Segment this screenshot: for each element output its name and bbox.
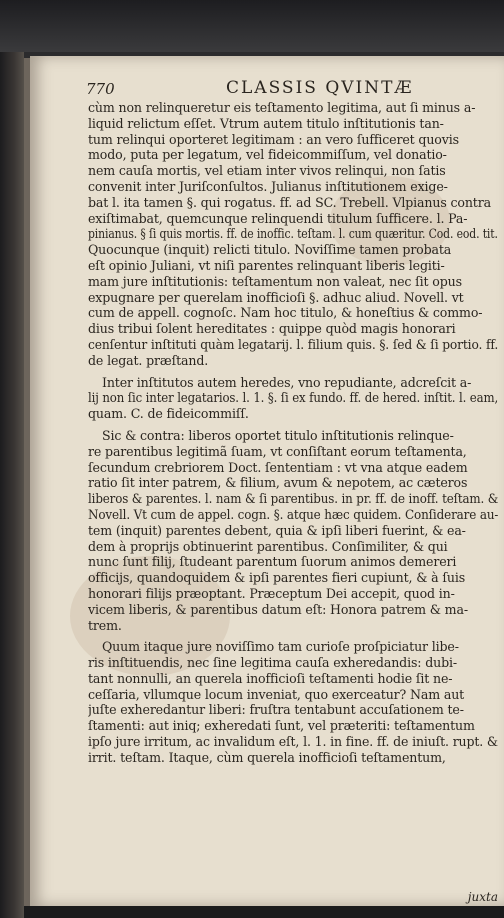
text-line: liquid relictum eſſet. Vtrum autem titulo inſtitutionis tan- [88, 115, 444, 131]
text-line: mam jure inſtitutionis: teſtamentum non valeat, nec ſit opus [88, 273, 462, 289]
page-header [86, 74, 500, 100]
text-line: nem cauſa mortis, vel etiam inter vivos relinqui, non ſatis [88, 163, 446, 179]
text-line: ipſo jure irritum, ac invalidum eſt, l. 1. in fine. ff. de iniuſt. rupt. & [88, 734, 498, 750]
text-line: trem. [88, 617, 122, 633]
text-line: ſecundum crebriorem Doct. ſententiam : vt vna atque eadem [88, 459, 468, 475]
text-line: eſt opinio Juliani, vt niſi parentes relinquant liberis legiti- [88, 257, 445, 273]
text-line: modo, puta per legatum, vel fideicommiſſum, vel donatio- [88, 147, 447, 163]
text-line: exiſtimabat, quemcunque relinquendi titulum ſufficere. l. Pa- [88, 210, 468, 226]
text-line: quam. C. de fideicommiſſ. [88, 406, 249, 422]
body-text [88, 100, 498, 772]
paragraph [88, 639, 498, 765]
text-line: ſtamenti: aut iniq; exheredati ſunt, vel præteriti: teſtamentum [88, 718, 475, 734]
window-top-edge [0, 0, 504, 52]
text-line: tem (inquit) parentes debent, quia & ipſi liberi fuerint, & ea- [88, 522, 466, 538]
page-number: 770 [86, 80, 115, 98]
text-line: bat l. ita tamen §. qui rogatus. ff. ad SC. Trebell. Vlpianus contra [88, 194, 491, 210]
text-line: cum de appell. cognoſc. Nam hoc titulo, & honeſtius & commo- [88, 305, 483, 321]
text-line: irrit. teſtam. Itaque, cùm querela inofficioſi teſtamentum, [88, 749, 446, 765]
book-spine [0, 52, 24, 918]
text-line: Inter inſtitutos autem heredes, vno repudiante, adcreſcit a- [102, 374, 472, 390]
text-line: cùm non relinqueretur eis teſtamento legitima, aut ſi minus a- [88, 100, 476, 115]
text-line: ris inſtituendis, nec ſine legitima cauſa exheredandis: dubi- [88, 655, 457, 671]
text-line: cenſentur inſtituti quàm legatarij. l. filium quis. §. ſed & ſi portio. ff. [88, 336, 499, 352]
text-line: juſte exheredantur liberi: fruſtra tentabunt accuſationem te- [88, 702, 464, 718]
paragraph [88, 375, 498, 422]
text-line: dius tribui ſolent hereditates : quippe quòd magis honorari [88, 321, 456, 337]
running-head: CLASSIS QVINTÆ [226, 78, 414, 98]
text-line: Sic & contra: liberos oportet titulo inſtitutionis relinque- [102, 427, 454, 443]
text-line: pinianus. § ſi quis mortis. ff. de inoffic. teſtam. l. cum quæritur. Cod. eod. tit. [88, 226, 498, 242]
text-line: dem à proprijs obtinuerint parentibus. Conſimiliter, & qui [88, 538, 448, 554]
bottom-edge [24, 906, 504, 918]
text-line: nunc ſunt filij, ſtudeant parentum ſuorum animos demereri [88, 554, 457, 570]
text-line: convenit inter Juriſconſultos. Julianus inſtitutionem exige- [88, 178, 448, 194]
text-line: ratio ſit inter patrem, & filium, avum & nepotem, ac cæteros [88, 475, 468, 491]
text-line: de legat. præſtand. [88, 352, 209, 368]
text-line: Quocunque (inquit) relicti titulo. Noviſſime tamen probata [88, 242, 452, 258]
text-line: re parentibus legitimã ſuam, vt conſiſtant eorum teſtamenta, [88, 443, 467, 459]
paragraph [88, 100, 498, 369]
text-line: officijs, quandoquidem & ipſi parentes fieri cupiunt, & à ſuis [88, 570, 466, 586]
text-line: ceſſaria, vllumque locum inveniat, quo exerceatur? Nam aut [88, 686, 465, 702]
text-line: liberos & parentes. l. nam & ſi parentibus. in pr. ff. de inoff. teſtam. & [88, 491, 499, 507]
text-line: honorari filijs præoptant. Præceptum Dei accepit, quod in- [88, 585, 455, 601]
catchword: juxta [467, 890, 498, 904]
text-line: Novell. Vt cum de appel. cogn. §. atque hæc quidem. Conſiderare au- [88, 506, 498, 522]
text-line: lij non ſic inter legatarios. l. 1. §. ſi ex fundo. ff. de hered. inſtit. l. eam, [88, 390, 499, 406]
text-line: Quum itaque jure noviſſimo tam curioſe proſpiciatur libe- [102, 639, 459, 655]
book-page [30, 56, 504, 906]
text-line: tant nonnulli, an querela inofficioſi teſtamenti hodie ſit ne- [88, 670, 453, 686]
text-line: vicem liberis, & parentibus datum eſt: Honora patrem & ma- [88, 601, 468, 617]
text-line: tum relinqui oporteret legitimam : an vero ſufficeret quovis [88, 131, 459, 147]
paragraph [88, 428, 498, 633]
text-line: expugnare per querelam inofficioſi §. adhuc aliud. Novell. vt [88, 289, 464, 305]
